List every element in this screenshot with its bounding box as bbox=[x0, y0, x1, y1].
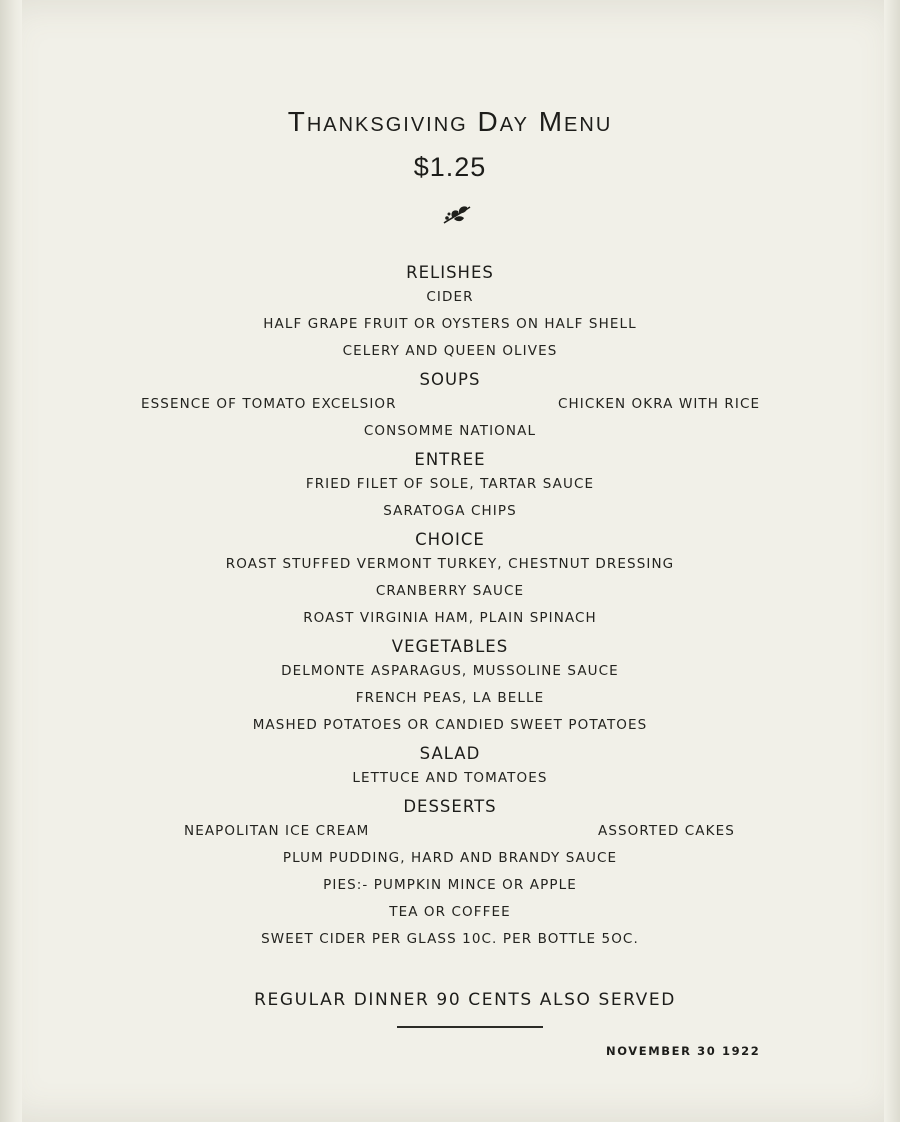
holly-leaf-icon bbox=[440, 203, 474, 227]
menu-item: HALF GRAPE FRUIT OR OYSTERS ON HALF SHELL bbox=[263, 316, 637, 332]
menu-item: ASSORTED CAKES bbox=[598, 823, 735, 839]
section-heading-entree: ENTREE bbox=[414, 450, 486, 469]
section-heading-choice: CHOICE bbox=[415, 530, 485, 549]
menu-item: TEA OR COFFEE bbox=[389, 904, 511, 920]
menu-item-pair bbox=[0, 391, 900, 418]
menu-item: CRANBERRY SAUCE bbox=[375, 583, 525, 599]
section-heading-relishes: RELISHES bbox=[406, 263, 494, 282]
menu-item: ROAST VIRGINIA HAM, PLAIN SPINACH bbox=[303, 610, 597, 626]
menu-item: LETTUCE AND TOMATOES bbox=[352, 770, 548, 786]
menu-title: Thanksgiving Day Menu bbox=[287, 106, 613, 137]
menu-item: ROAST STUFFED VERMONT TURKEY, CHESTNUT DRESSING bbox=[225, 556, 675, 572]
menu-item: PIES:- PUMPKIN MINCE OR APPLE bbox=[323, 877, 577, 893]
section-heading-vegetables: VEGETABLES bbox=[391, 637, 509, 656]
menu-item: ESSENCE OF TOMATO EXCELSIOR bbox=[141, 396, 397, 412]
section-heading-soups: SOUPS bbox=[419, 370, 481, 389]
menu-item: MASHED POTATOES OR CANDIED SWEET POTATOES bbox=[252, 717, 648, 733]
section-heading-desserts: DESSERTS bbox=[403, 797, 497, 816]
menu-item: SARATOGA CHIPS bbox=[383, 503, 517, 519]
menu-item: CONSOMME NATIONAL bbox=[363, 423, 537, 439]
menu-item: DELMONTE ASPARAGUS, MUSSOLINE SAUCE bbox=[281, 663, 619, 679]
divider bbox=[397, 1026, 543, 1028]
menu-item: PLUM PUDDING, HARD AND BRANDY SAUCE bbox=[282, 850, 618, 866]
menu-item-pair bbox=[0, 818, 900, 845]
menu-item: FRIED FILET OF SOLE, TARTAR SAUCE bbox=[305, 476, 595, 492]
menu-body bbox=[0, 262, 900, 953]
menu-item: CHICKEN OKRA WITH RICE bbox=[558, 396, 761, 412]
menu-item: CIDER bbox=[426, 289, 474, 305]
menu-item: SWEET CIDER PER GLASS 10C. PER BOTTLE 5OC. bbox=[261, 931, 639, 947]
regular-dinner-note: REGULAR DINNER 90 CENTS ALSO SERVED bbox=[254, 990, 676, 1010]
section-heading-salad: SALAD bbox=[419, 744, 481, 763]
menu-item: CELERY AND QUEEN OLIVES bbox=[342, 343, 558, 359]
menu-price: $1.25 bbox=[413, 152, 487, 182]
menu-date: NOVEMBER 30 1922 bbox=[606, 1044, 761, 1058]
menu-item: FRENCH PEAS, LA BELLE bbox=[355, 690, 545, 706]
menu-item: NEAPOLITAN ICE CREAM bbox=[184, 823, 370, 839]
